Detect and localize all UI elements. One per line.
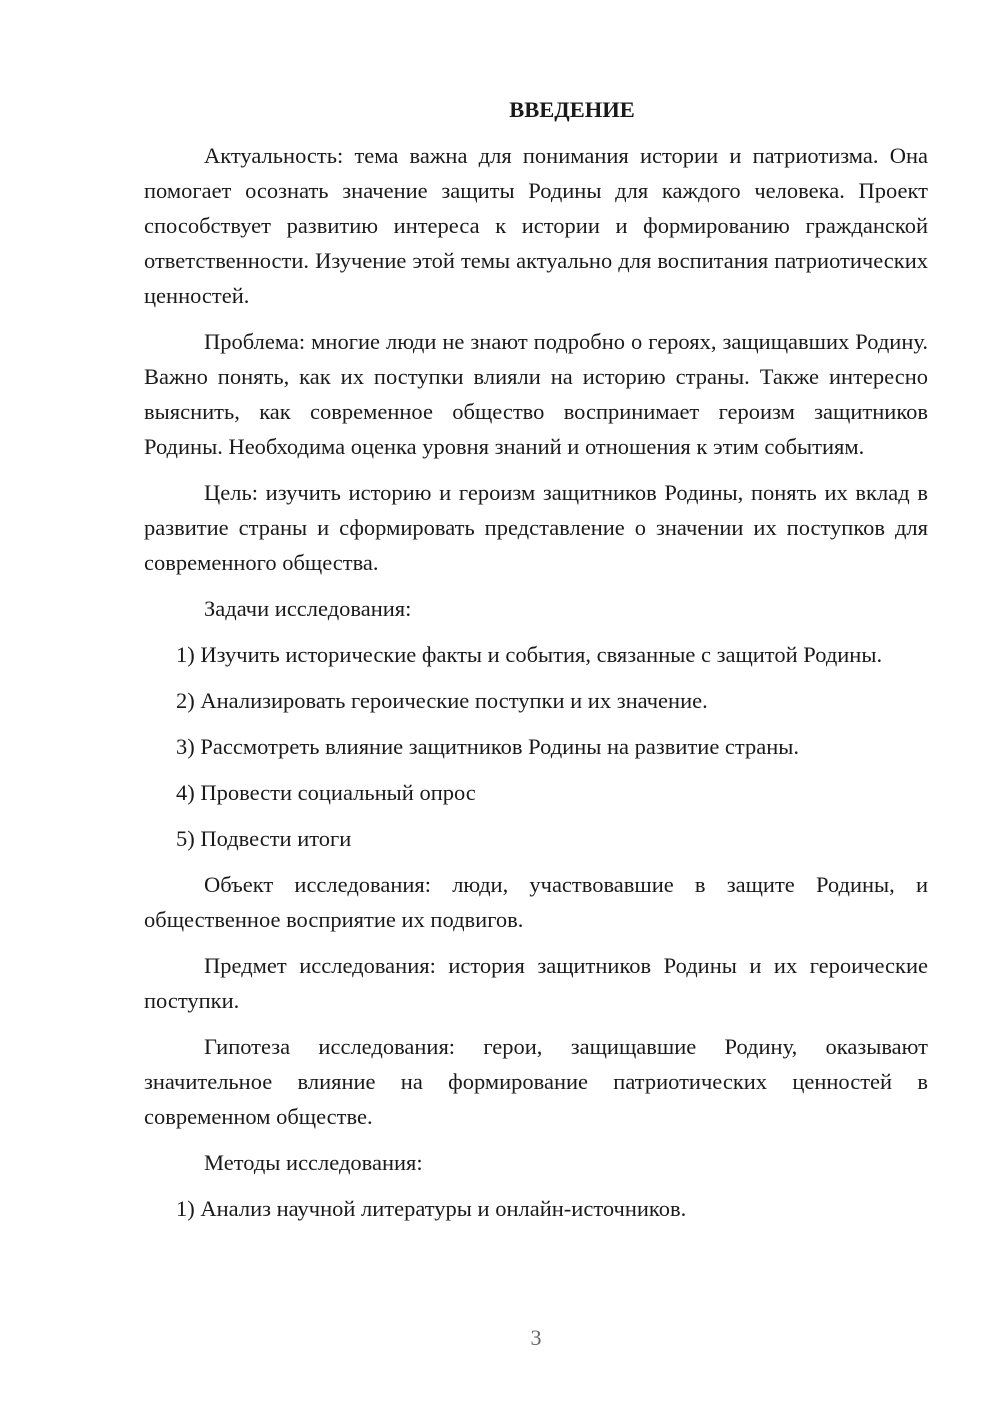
subject-paragraph: Предмет исследования: история защитников Родины и их героические поступки. [144, 953, 928, 1013]
page-title: ВВЕДЕНИЕ [509, 97, 635, 122]
document-page [144, 92, 928, 1237]
page-number: 3 [530, 1325, 542, 1350]
object-paragraph: Объект исследования: люди, участвовавшие в защите Родины, и общественное восприятие их подвигов. [144, 872, 928, 932]
methods-heading: Методы исследования: [204, 1150, 423, 1175]
relevance-paragraph: Актуальность: тема важна для понимания истории и патриотизма. Она помогает осознать значение защиты Родины для каждого человека. Проект способствует развитию интереса к истории и формированию гражданской ответственности. Изучение этой темы актуально для воспитания патриотических ценностей. [144, 143, 928, 308]
goal-paragraph: Цель: изучить историю и героизм защитников Родины, понять их вклад в развитие страны и сформировать представление о значении их поступков для современного общества. [144, 480, 928, 575]
problem-paragraph: Проблема: многие люди не знают подробно о героях, защищавших Родину. Важно понять, как их поступки влияли на историю страны. Также интересно выяснить, как современное общество воспринимает героизм защитников Родины. Необходима оценка уровня знаний и отношения к этим событиям. [144, 329, 928, 459]
task-item-5: 5) Подвести итоги [176, 826, 352, 851]
hypothesis-paragraph: Гипотеза исследования: герои, защищавшие Родину, оказывают значительное влияние на формирование патриотических ценностей в современном обществе. [144, 1034, 928, 1129]
task-item-3: 3) Рассмотреть влияние защитников Родины на развитие страны. [176, 734, 800, 759]
task-item-1: 1) Изучить исторические факты и события, связанные с защитой Родины. [176, 642, 883, 667]
tasks-heading: Задачи исследования: [204, 596, 412, 621]
method-item-1: 1) Анализ научной литературы и онлайн-источников. [176, 1196, 687, 1221]
task-item-4: 4) Провести социальный опрос [176, 780, 476, 805]
task-item-2: 2) Анализировать героические поступки и их значение. [176, 688, 708, 713]
